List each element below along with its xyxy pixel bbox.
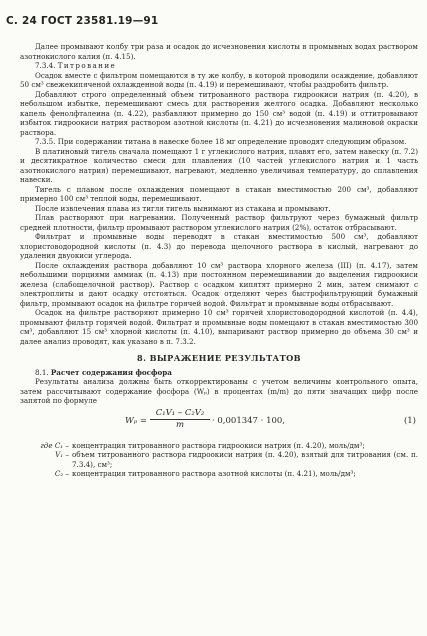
paragraph: Далее промывают колбу три раза и осадок до исчезновения кислоты в промывных водах раствором азотнокислого калия (п. 4.15). (20, 42, 418, 61)
definition-item (20, 441, 418, 451)
definition-item (20, 469, 418, 479)
formula-rhs: · 0,001347 · 100, (212, 415, 285, 426)
formula-number: (1) (403, 415, 416, 426)
formula-numerator: C₁V₁ – C₂V₂ (150, 409, 210, 421)
definition-symbol: где C₁ – (40, 440, 69, 450)
paragraph: Осадок вместе с фильтром помещаются в ту же колбу, в которой проводили осаждение, добавляют 50 см³ свежекипяченой охлажденной воды (п. 4.19) и перемешивают, чтобы раздробить фильтр. (20, 70, 418, 89)
formula-denominator: m (175, 420, 185, 430)
document-body (20, 42, 418, 479)
definition-text: концентрация титрованного раствора гидроокиси натрия (п. 4.20), моль/дм³; (72, 440, 365, 450)
paragraph: После охлаждения раствора добавляют 10 см³ раствора хлорного железа (III) (п. 4.17), затем небольшими порциями аммиак (п. 4.13) при постоянном перемешивании до выделения гидроокиси железа (слабощелочной раствор). Раствор с осадком кипятят примерно 2 мин, затем снимают с электроплиты и дают осадку отстояться. Осадок отделяют через быстрофильтрующий бумажный фильтр, промывают осадок на фильтре горячей водой. Фильтрат и промывные воды отбрасывают. (20, 260, 418, 308)
paragraph: Добавляют строго определенный объем титрованного раствора гидроокиси натрия (п. 4.20), в небольшом избытке, перемешивают смесь для растворения желтого осадка. Добавляют несколько капель фенолфталеина (п. 4.22), разбавляют примерно до 150 см³ водой (п. 4.19) и оттитровывают избыток гидроокиси натрия раствором азотной кислоты (п. 4.21) до исчезновения малиновой окраски раствора. (20, 89, 418, 137)
paragraph: Тигель с плавом после охлаждения помещают в стакан вместимостью 200 см³, добавляют примерно 100 см³ теплой воды, перемешивают. (20, 184, 418, 203)
subsection-heading (20, 61, 418, 71)
formula (20, 408, 418, 438)
definition-text: концентрация титрованного раствора азотной кислоты (п. 4.21), моль/дм³; (72, 469, 356, 478)
definition-item (20, 450, 418, 469)
subsection-number: 7.3.4. (35, 61, 56, 70)
paragraph: Результаты анализа должны быть откорректированы с учетом величины контрольного опыта, затем рассчитывают содержание фосфора (Wₚ) в процентах (m/m) до пяти значащих цифр после запятой по формуле (20, 377, 418, 405)
definition-text: объем титрованного раствора гидроокиси натрия (п. 4.20), взятый для титрования (см. п. 7.3.4), см³; (72, 450, 418, 469)
definitions-list (20, 441, 418, 479)
page-header: С. 24 ГОСТ 23581.19—91 (6, 15, 159, 27)
subsection-title: Расчет содержания фосфора (50, 367, 172, 377)
paragraph: Плав растворяют при нагревании. Полученный раствор фильтруют через бумажный фильтр средней плотности, фильтр промывают раствором углекислого натрия (2%), остаток отбрасывают. (20, 213, 418, 232)
section-title: 8. ВЫРАЖЕНИЕ РЕЗУЛЬТАТОВ (137, 353, 301, 363)
subsection-number: 8.1. (35, 367, 49, 377)
subsection-title: Титрование (57, 61, 117, 70)
formula-fraction (150, 409, 210, 431)
paragraph: В платиновый тигель сначала помещают 1 г углекислого натрия, плавят его, затем навеску (п. 7.2) и десятикратное количество смеси для плавления (10 частей углекислого натрия и 1 часть азотнокислого натрия) перемешивают, нагревают, медленно увеличивая температуру, до сплавления навески. (20, 146, 418, 184)
definition-symbol: C₂ – (54, 469, 69, 478)
definition-symbol: V₁ – (55, 450, 69, 459)
formula-lhs: Wₚ = (125, 415, 147, 426)
paragraph: После извлечения плава из тигля тигель вынимают из стакана и промывают. (35, 203, 331, 213)
paragraph: 7.3.5. При содержании титана в навеске более 18 мг определение проводят следующим образом. (35, 137, 407, 146)
paragraph: Фильтрат и промывные воды переводят в стакан вместимостью 500 см³, добавляют хлористоводородной кислоты (п. 4.3) до перевода щелочного раствора в кислый, нагревают до удаления двуокиси углерода. (20, 232, 418, 260)
subsection-heading (20, 368, 418, 378)
paragraph: Осадок на фильтре растворяют примерно 10 см³ горячей хлористоводородной кислотой (п. 4.4), промывают фильтр горячей водой. Фильтрат и промывные воды помещают в стакан вместимостью 300 см³, добавляют 15 см³ хлорной кислоты (п. 4.10), выпаривают раствор примерно до объема 30 см³ и далее анализ проводят, как указано в п. 7.3.2. (20, 308, 418, 346)
